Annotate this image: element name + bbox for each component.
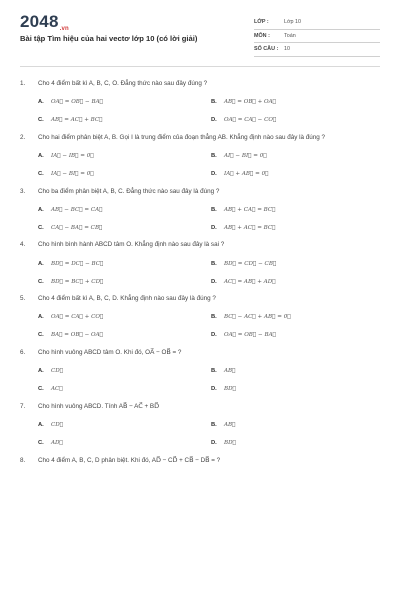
answer-option[interactable] [211, 277, 384, 286]
option-text: CD⃗ [51, 422, 64, 429]
question-number: 1. [20, 80, 26, 87]
question-item [20, 403, 380, 448]
option-text: BD⃗ = BC⃗ + CD⃗ [51, 278, 104, 285]
question-text: Cho hình vuông ABCD. Tính AB⃗ − AC⃗ + BD⃗ [38, 402, 159, 410]
question-number: 2. [20, 133, 26, 141]
answer-options [20, 367, 380, 394]
answer-options [20, 313, 380, 340]
meta-value: 10 [284, 46, 290, 53]
question-item [20, 349, 380, 394]
meta-key: MÔN : [254, 32, 270, 39]
answer-option[interactable] [38, 385, 211, 394]
question-number: 7. [20, 402, 26, 410]
logo-main: 2048 [20, 12, 59, 31]
option-letter: C. [38, 332, 44, 339]
option-letter: C. [38, 278, 44, 285]
question-item [20, 241, 380, 286]
option-letter: A. [38, 260, 44, 267]
answer-option[interactable] [211, 98, 384, 107]
option-letter: A. [38, 206, 44, 213]
answer-option[interactable] [211, 331, 384, 340]
option-text: AB⃗ − BC⃗ = CA⃗ [51, 206, 103, 213]
answer-options [20, 259, 380, 286]
option-letter: C. [38, 117, 44, 124]
question-item [20, 457, 380, 466]
option-letter: B. [211, 99, 217, 106]
option-text: AD⃗ [51, 440, 63, 447]
option-letter: D. [211, 332, 217, 339]
option-letter: A. [38, 422, 44, 429]
question-number: 6. [20, 348, 26, 356]
answer-option[interactable] [211, 439, 384, 448]
question-item [20, 188, 380, 233]
answer-option[interactable] [38, 313, 211, 322]
option-text: AB⃗ = OB⃗ + OA⃗ [224, 99, 277, 106]
answer-option[interactable] [211, 367, 384, 376]
meta-key: SỐ CÂU : [254, 46, 279, 53]
option-letter: D. [211, 171, 217, 178]
option-text: AB⃗ = AC⃗ + BC⃗ [51, 117, 103, 124]
answer-option[interactable] [38, 277, 211, 286]
question-number: 8. [20, 456, 26, 464]
option-letter: B. [211, 206, 217, 213]
option-text: BD⃗ [224, 440, 236, 447]
option-letter: C. [38, 171, 44, 178]
question-text: Cho 4 điểm A, B, C, D phân biệt. Khi đó, AD⃗ − CD⃗ + CB⃗ − DB⃗ = ? [38, 456, 221, 464]
answer-option[interactable] [211, 259, 384, 268]
answer-option[interactable] [38, 152, 211, 161]
question-item [20, 80, 380, 125]
answer-options [20, 98, 380, 125]
question-item [20, 295, 380, 340]
option-text: IA⃗ − BI⃗ = 0⃗ [51, 171, 94, 178]
option-text: OA⃗ = OB⃗ − BA⃗ [51, 99, 104, 106]
option-text: IA⃗ + AB⃗ = 0⃗ [224, 171, 269, 178]
answer-option[interactable] [211, 170, 384, 179]
option-text: AB⃗ + CA⃗ = BC⃗ [224, 206, 276, 213]
option-letter: A. [38, 153, 44, 160]
meta-value: Toán [284, 32, 296, 39]
option-letter: D. [211, 278, 217, 285]
answer-option[interactable] [38, 170, 211, 179]
question-row [20, 295, 380, 304]
option-text: OA⃗ = CA⃗ − CO⃗ [224, 117, 277, 124]
meta-row-class [254, 16, 380, 30]
answer-option[interactable] [211, 205, 384, 214]
site-logo[interactable] [20, 12, 69, 32]
page-header [0, 0, 400, 62]
option-text: AI⃗ − BI⃗ = 0⃗ [224, 153, 267, 160]
answer-option[interactable] [38, 98, 211, 107]
answer-option[interactable] [211, 152, 384, 161]
option-letter: C. [38, 386, 44, 393]
meta-key: LỚP : [254, 19, 269, 26]
option-text: CD⃗ [51, 368, 64, 375]
meta-row-count [254, 43, 380, 57]
option-text: BD⃗ = CD⃗ − CB⃗ [224, 260, 277, 267]
option-letter: B. [211, 422, 217, 429]
option-letter: C. [38, 440, 44, 447]
option-text: AC⃗ [51, 386, 63, 393]
question-number: 3. [20, 187, 26, 195]
answer-options [20, 421, 380, 448]
option-letter: A. [38, 368, 44, 375]
option-text: AB⃗ [224, 422, 236, 429]
option-letter: B. [211, 260, 217, 267]
question-text: Cho hình vuông ABCD tâm O. Khi đó, OA⃗ − OB⃗ = ? [38, 348, 182, 356]
option-text: OA⃗ = CA⃗ + CO⃗ [51, 314, 104, 321]
option-text: CA⃗ − BA⃗ = CB⃗ [51, 224, 103, 231]
question-text: Cho hai điểm phân biệt A, B. Gọi I là trung điểm của đoạn thẳng AB. Khẳng định nào sau đây là đúng ? [38, 133, 326, 141]
meta-row-subject [254, 30, 380, 44]
question-row [20, 188, 380, 197]
answer-option[interactable] [38, 331, 211, 340]
option-letter: D. [211, 224, 217, 231]
option-letter: D. [211, 386, 217, 393]
option-letter: A. [38, 99, 44, 106]
question-item [20, 134, 380, 179]
question-row [20, 403, 380, 412]
meta-value: Lớp 10 [284, 19, 302, 26]
logo-sub: .vn [59, 26, 69, 32]
question-number: 4. [20, 241, 26, 249]
answer-option[interactable] [211, 313, 384, 322]
header-divider [20, 66, 380, 67]
question-row [20, 349, 380, 358]
option-text: AC⃗ = AB⃗ + AD⃗ [224, 278, 276, 285]
question-row [20, 134, 380, 143]
answer-option[interactable] [38, 439, 211, 448]
option-letter: C. [38, 224, 44, 231]
option-letter: D. [211, 440, 217, 447]
option-letter: A. [38, 314, 44, 321]
question-text: Cho 4 điểm bất kì A, B, C, D. Khẳng định nào sau đây là đúng ? [38, 295, 216, 303]
answer-option[interactable] [38, 205, 211, 214]
option-text: AB⃗ [224, 368, 236, 375]
option-text: AB⃗ + AC⃗ = BC⃗ [224, 224, 276, 231]
question-text: Cho hình bình hành ABCD tâm O. Khẳng định nào sau đây là sai ? [38, 241, 225, 249]
answer-option[interactable] [38, 223, 211, 232]
option-letter: B. [211, 153, 217, 160]
answer-option[interactable] [38, 367, 211, 376]
question-text: Cho ba điểm phân biệt A, B, C. Đẳng thức nào sau đây là đúng ? [38, 187, 220, 195]
question-row [20, 457, 380, 466]
option-text: BD⃗ = DC⃗ − BC⃗ [51, 260, 104, 267]
answer-option[interactable] [211, 421, 384, 430]
option-text: BA⃗ = OB⃗ − OA⃗ [51, 332, 104, 339]
answer-option[interactable] [38, 259, 211, 268]
option-text: OA⃗ = OB⃗ − BA⃗ [224, 332, 277, 339]
option-letter: B. [211, 368, 217, 375]
option-text: BC⃗ − AC⃗ + AB⃗ = 0⃗ [224, 314, 291, 321]
answer-option[interactable] [38, 421, 211, 430]
answer-options [20, 152, 380, 179]
question-row [20, 241, 380, 250]
question-row [20, 80, 380, 89]
page-title: Bài tập Tìm hiệu của hai vectơ lớp 10 (có lời giải) [20, 34, 198, 43]
option-letter: D. [211, 117, 217, 124]
option-text: IA⃗ − IB⃗ = 0⃗ [51, 153, 94, 160]
question-list [20, 80, 380, 474]
answer-option[interactable] [38, 116, 211, 125]
answer-option[interactable] [211, 385, 384, 394]
option-letter: B. [211, 314, 217, 321]
answer-options [20, 205, 380, 232]
answer-option[interactable] [211, 116, 384, 125]
question-text: Cho 4 điểm bất kì A, B, C, O. Đẳng thức nào sau đây đúng ? [38, 80, 208, 87]
question-number: 5. [20, 295, 26, 303]
answer-option[interactable] [211, 223, 384, 232]
meta-table [254, 16, 380, 57]
option-text: BD⃗ [224, 386, 236, 393]
